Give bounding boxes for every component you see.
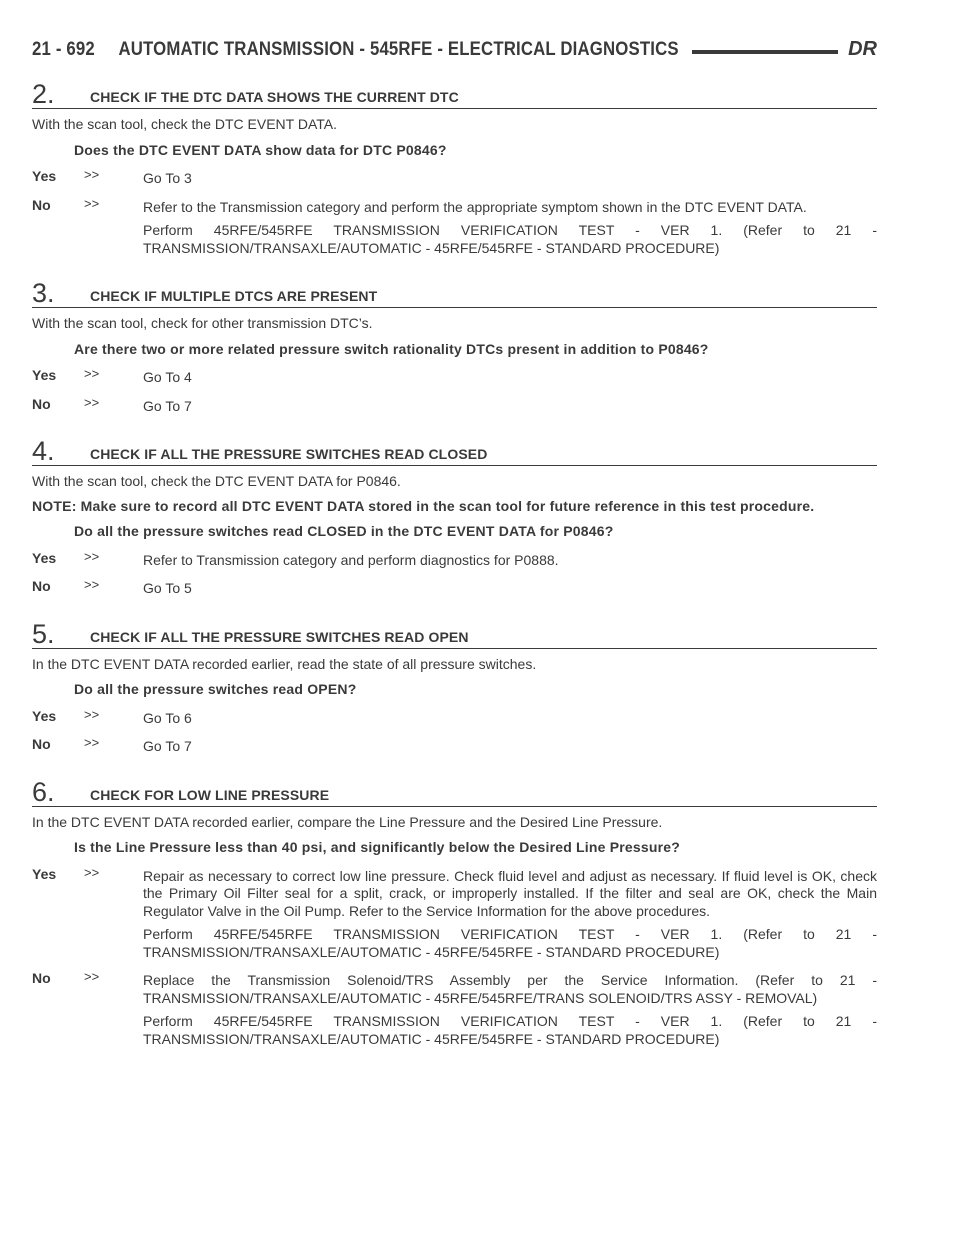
step-question: Do all the pressure switches read OPEN? [74,681,357,697]
answer-arrow: >> [84,195,100,211]
answer-no-text: Refer to the Transmission category and perform the appropriate symptom shown in the DTC EVENT DATA. [143,198,807,215]
step-heading [32,620,877,649]
step-note: NOTE: Make sure to record all DTC EVENT DATA stored in the scan tool for future reference in this test procedure. [32,497,815,514]
answer-no-text: Replace the Transmission Solenoid/TRS Assembly per the Service Information. (Refer to 21 - TRANSMISSION/TRANSAXLE/AUTOMATIC - 45RFE/545RFE/TRANS SOLENOID/TRS ASSY - REMOVAL) [143,972,877,1006]
answer-yes [32,550,877,570]
step-heading [32,80,877,109]
answer-yes-text: Perform 45RFE/545RFE TRANSMISSION VERIFICATION TEST - VER 1. (Refer to 21 - TRANSMISSION/TRANSAXLE/AUTOMATIC - 45RFE/545RFE - STANDARD PROCEDURE) [143,926,877,960]
answer-yes-body [143,708,877,728]
answer-yes-text: Go To 3 [143,170,192,186]
step-question: Are there two or more related pressure switch rationality DTCs present in addition to P0846? [74,340,709,357]
answer-yes [32,367,877,387]
answer-arrow: >> [84,706,100,722]
answer-no-body [143,197,877,258]
answer-yes-body [143,367,877,387]
answer-no-body [143,970,877,1048]
answer-yes-label: Yes [32,707,57,724]
step-number: 2. [32,79,55,109]
answer-arrow: >> [84,548,100,564]
procedure-step [32,437,877,598]
answer-yes-text: Go To 4 [143,369,192,385]
answer-no-text: Perform 45RFE/545RFE TRANSMISSION VERIFICATION TEST - VER 1. (Refer to 21 - TRANSMISSION/TRANSAXLE/AUTOMATIC - 45RFE/545RFE - STANDARD PROCEDURE) [143,1013,877,1047]
page-content [32,80,877,1048]
page-header [32,38,877,68]
step-title: CHECK IF MULTIPLE DTCS ARE PRESENT [90,288,378,304]
step-instruction: With the scan tool, check for other transmission DTC’s. [32,315,373,331]
answer-yes-body [143,550,877,570]
answer-no-label: No [32,196,51,213]
answer-yes-label: Yes [32,549,57,566]
step-instruction: In the DTC EVENT DATA recorded earlier, compare the Line Pressure and the Desired Line Pressure. [32,813,663,830]
answer-yes-label: Yes [32,865,57,882]
header-title: 21 - 692 AUTOMATIC TRANSMISSION - 545RFE - ELECTRICAL DIAGNOSTICS [32,38,679,60]
answer-yes-text: Go To 6 [143,709,192,726]
answer-arrow: >> [84,969,100,984]
answer-arrow: >> [84,366,100,381]
answer-no [32,396,877,416]
answer-no-text: Go To 7 [143,738,192,754]
step-heading [32,778,877,807]
step-title: CHECK FOR LOW LINE PRESSURE [90,786,330,803]
answer-no-label: No [32,395,51,412]
step-instruction: In the DTC EVENT DATA recorded earlier, read the state of all pressure switches. [32,655,537,672]
header-rule [692,50,838,54]
answer-yes-label: Yes [32,168,57,184]
answer-yes-text: Refer to Transmission category and perform diagnostics for P0888. [143,551,559,568]
step-number: 4. [32,436,55,466]
answer-no-body [143,578,877,598]
answer-no-body [143,396,877,416]
procedure-step [32,80,877,257]
step-number: 5. [32,618,55,649]
answer-no-label: No [32,578,51,594]
answer-arrow: >> [84,735,100,750]
step-title: CHECK IF ALL THE PRESSURE SWITCHES READ CLOSED [90,446,488,462]
answer-no [32,970,877,1048]
step-question: Is the Line Pressure less than 40 psi, and significantly below the Desired Line Pressure? [74,839,680,855]
answer-yes [32,708,877,728]
step-number: 3. [32,278,55,308]
answer-no-label: No [32,736,51,752]
procedure-step [32,620,877,756]
step-question: Do all the pressure switches read CLOSED in the DTC EVENT DATA for P0846? [74,523,614,539]
answer-yes [32,168,877,188]
procedure-step [32,279,877,415]
step-question: Does the DTC EVENT DATA show data for DTC P0846? [74,141,447,158]
step-heading [32,437,877,466]
step-instruction: With the scan tool, check the DTC EVENT DATA for P0846. [32,473,401,489]
step-instruction: With the scan tool, check the DTC EVENT DATA. [32,116,337,132]
answer-yes-body [143,866,877,962]
answer-yes-body [143,168,877,188]
answer-no [32,736,877,756]
answer-yes [32,866,877,962]
answer-no [32,197,877,258]
answer-no-label: No [32,970,51,986]
header-model: DR [848,38,877,60]
answer-no [32,578,877,598]
step-title: CHECK IF ALL THE PRESSURE SWITCHES READ OPEN [90,628,469,645]
answer-no-text: Go To 7 [143,397,192,414]
step-number: 6. [32,776,55,807]
answer-arrow: >> [84,394,100,410]
answer-arrow: >> [84,167,100,182]
answer-arrow: >> [84,864,100,880]
answer-no-text: Go To 5 [143,580,192,596]
procedure-step [32,778,877,1049]
answer-yes-text: Repair as necessary to correct low line pressure. Check fluid level and adjust as necessary. If fluid level is OK, check the Primary Oil Filter seal for a split, crack, or improperly installed. If the filter and seal are OK, check the Main Regulator Valve in the Oil Pump. Refer to the Service Information for the above procedures. [143,867,877,919]
step-heading [32,279,877,308]
answer-no-body [143,736,877,756]
answer-no-text: Perform 45RFE/545RFE TRANSMISSION VERIFICATION TEST - VER 1. (Refer to 21 - TRANSMISSION/TRANSAXLE/AUTOMATIC - 45RFE/545RFE - STANDARD PROCEDURE) [143,222,877,256]
step-title: CHECK IF THE DTC DATA SHOWS THE CURRENT DTC [90,89,459,105]
answer-arrow: >> [84,577,100,592]
answer-yes-label: Yes [32,367,57,383]
